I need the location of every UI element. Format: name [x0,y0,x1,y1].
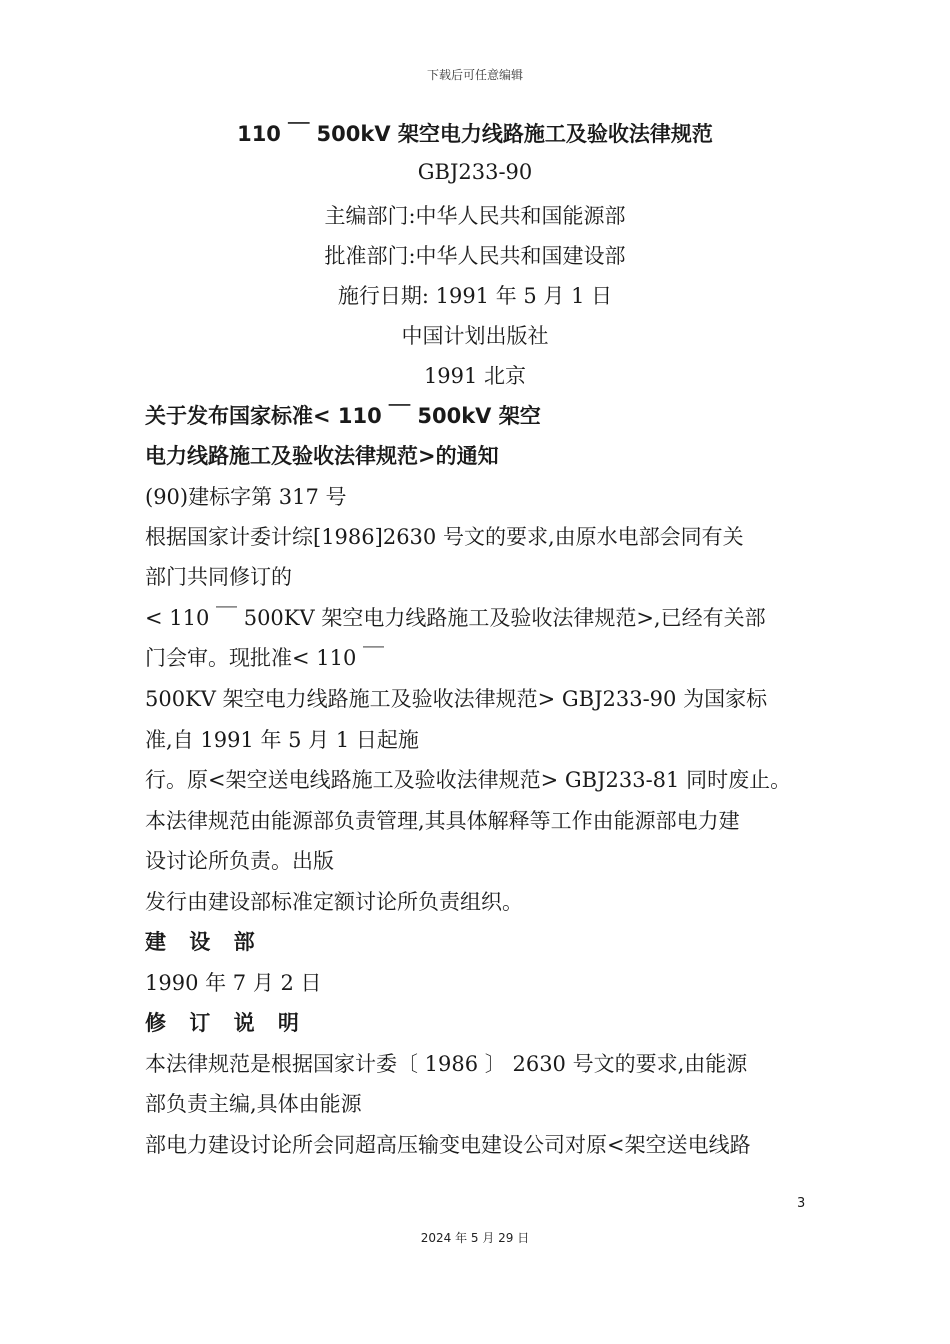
revision-heading: 修 订 说 明 [145,1011,307,1035]
body-line: < 110 ￣ 500KV 架空电力线路施工及验收法律规范>,已经有关部 [145,606,766,630]
body-line: 发行由建设部标准定额讨论所负责组织。 [145,890,523,914]
editor-department: 主编部门:中华人民共和国能源部 [324,204,626,228]
body-line: 根据国家计委计综[1986]2630 号文的要求,由原水电部会同有关 [145,525,744,549]
notice-title-line-2: 电力线路施工及验收法律规范>的通知 [145,444,499,468]
revision-line: 部电力建设讨论所会同超高压输变电建设公司对原<架空送电线路 [145,1133,751,1157]
notice-title-line-1: 关于发布国家标准< 110 ￣ 500kV 架空 [145,404,541,428]
body-line: 门会审。现批准< 110 ￣ [145,646,385,670]
body-line: 行。原<架空送电线路施工及验收法律规范> GBJ233-81 同时废止。 [145,768,792,792]
footer-date: 2024 年 5 月 29 日 [420,1231,530,1245]
publisher: 中国计划出版社 [401,324,549,348]
revision-line: 本法律规范是根据国家计委〔 1986 〕 2630 号文的要求,由能源 [145,1052,748,1076]
header-note: 下载后可任意编辑 [426,68,523,82]
body-line: 部门共同修订的 [145,565,292,589]
body-line: 设讨论所负责。出版 [145,849,334,873]
revision-line: 部负责主编,具体由能源 [145,1092,362,1116]
document-number: (90)建标字第 317 号 [145,485,347,509]
signatory: 建 设 部 [145,930,263,954]
standard-code: GBJ233-90 [417,160,533,184]
body-line: 准,自 1991 年 5 月 1 日起施 [145,728,419,752]
page-number: 3 [797,1196,806,1211]
body-line: 本法律规范由能源部负责管理,其具体解释等工作由能源部电力建 [145,809,740,833]
document-title: 110 ￣ 500kV 架空电力线路施工及验收法律规范 [237,122,713,146]
body-line: 500KV 架空电力线路施工及验收法律规范> GBJ233-90 为国家标 [145,687,768,711]
sign-date: 1990 年 7 月 2 日 [145,971,322,995]
approval-department: 批准部门:中华人民共和国建设部 [324,244,626,268]
effective-date: 施行日期: 1991 年 5 月 1 日 [337,284,613,308]
publish-place: 1991 北京 [423,364,527,388]
